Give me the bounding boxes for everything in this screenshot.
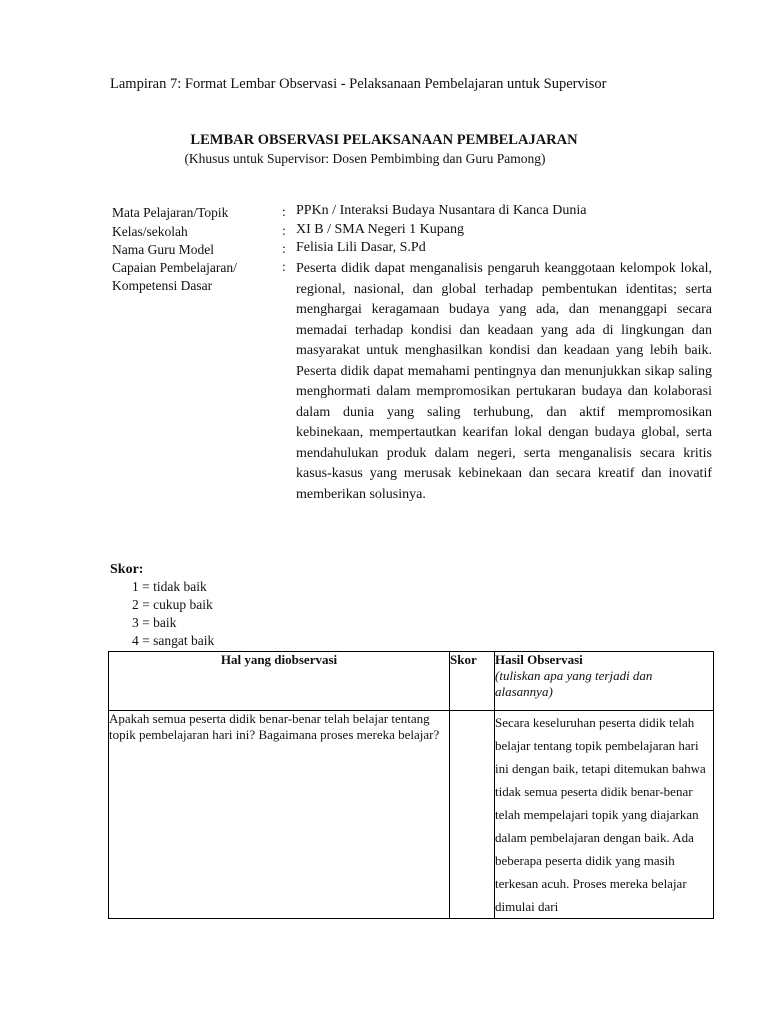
mapel-label: Mata Pelajaran/Topik	[112, 205, 229, 220]
capaian-value: Peserta didik dapat menganalisis pengaruh keanggotaan kelompok lokal, regional, nasional, dan global terhadap pembentukan identitas; serta menghargai keragamaan budaya yang ada, dan menanggapi secara memadai terhadap kondisi dan keadaan yang ada di lingkungan dan masyarakat untuk menghasilkan kondisi dan keadaan yang lebih baik. Peserta didik dapat memahami pentingnya dan menunjukkan sikap saling menghormati dalam mempromosikan pertukaran budaya dan kolaborasi dalam dunia yang saling terhubung, dan aktif mempromosikan kebinekaan, mempertautkan kearifan lokal dengan budaya global, serta mendahulukan produk dalam negeri, serta menganalisis secara kritis kasus-kasus yang merusak kebinekaan dan secara kreatif dan inovatif memberikan solusinya.	[296, 261, 712, 502]
table-row	[109, 711, 714, 919]
mapel-value: PPKn / Interaksi Budaya Nusantara di Kanca Dunia	[296, 203, 587, 218]
guru-value: Felisia Lili Dasar, S.Pd	[296, 240, 426, 255]
score-legend-item: 3 = baik	[132, 615, 177, 630]
document-subtitle: (Khusus untuk Supervisor: Dosen Pembimbing dan Guru Pamong)	[184, 151, 546, 166]
score-legend-item: 2 = cukup baik	[132, 597, 213, 612]
kelas-value: XI B / SMA Negeri 1 Kupang	[296, 222, 464, 237]
appendix-caption: Lampiran 7: Format Lembar Observasi - Pelaksanaan Pembelajaran untuk Supervisor	[110, 76, 607, 92]
guru-label: Nama Guru Model	[112, 242, 214, 257]
header-hasil	[495, 652, 714, 711]
cell-hal: Apakah semua peserta didik benar-benar telah belajar tentang topik pembelajaran hari ini? Bagaimana proses mereka belajar?	[109, 711, 450, 919]
header-hal: Hal yang diobservasi	[109, 652, 450, 711]
kelas-label: Kelas/sekolah	[112, 224, 188, 239]
mapel-colon: :	[282, 204, 286, 219]
document-title: LEMBAR OBSERVASI PELAKSANAAN PEMBELAJARAN	[190, 132, 578, 148]
kelas-colon: :	[282, 223, 286, 238]
header-hasil-title: Hasil Observasi	[495, 652, 583, 667]
header-hasil-note: (tuliskan apa yang terjadi dan alasannya)	[495, 668, 653, 699]
cell-hasil: Secara keseluruhan peserta didik telah belajar tentang topik pembelajaran hari ini dengan baik, tetapi ditemukan bahwa tidak semua peserta didik benar-benar telah mempelajari topik yang diajarkan dalam pembelajaran dengan baik. Ada beberapa peserta didik yang masih terkesan acuh. Proses mereka belajar dimulai dari	[495, 711, 714, 919]
cell-skor[interactable]	[450, 711, 495, 919]
table-header-row	[109, 652, 714, 711]
capaian-colon: :	[282, 259, 286, 274]
score-legend-item: 1 = tidak baik	[132, 579, 207, 594]
score-legend-title: Skor:	[110, 562, 144, 577]
capaian-label: Capaian Pembelajaran/ Kompetensi Dasar	[112, 260, 237, 293]
observation-table	[108, 651, 714, 919]
header-skor: Skor	[450, 652, 495, 711]
guru-colon: :	[282, 241, 286, 256]
score-legend-item: 4 = sangat baik	[132, 633, 215, 648]
